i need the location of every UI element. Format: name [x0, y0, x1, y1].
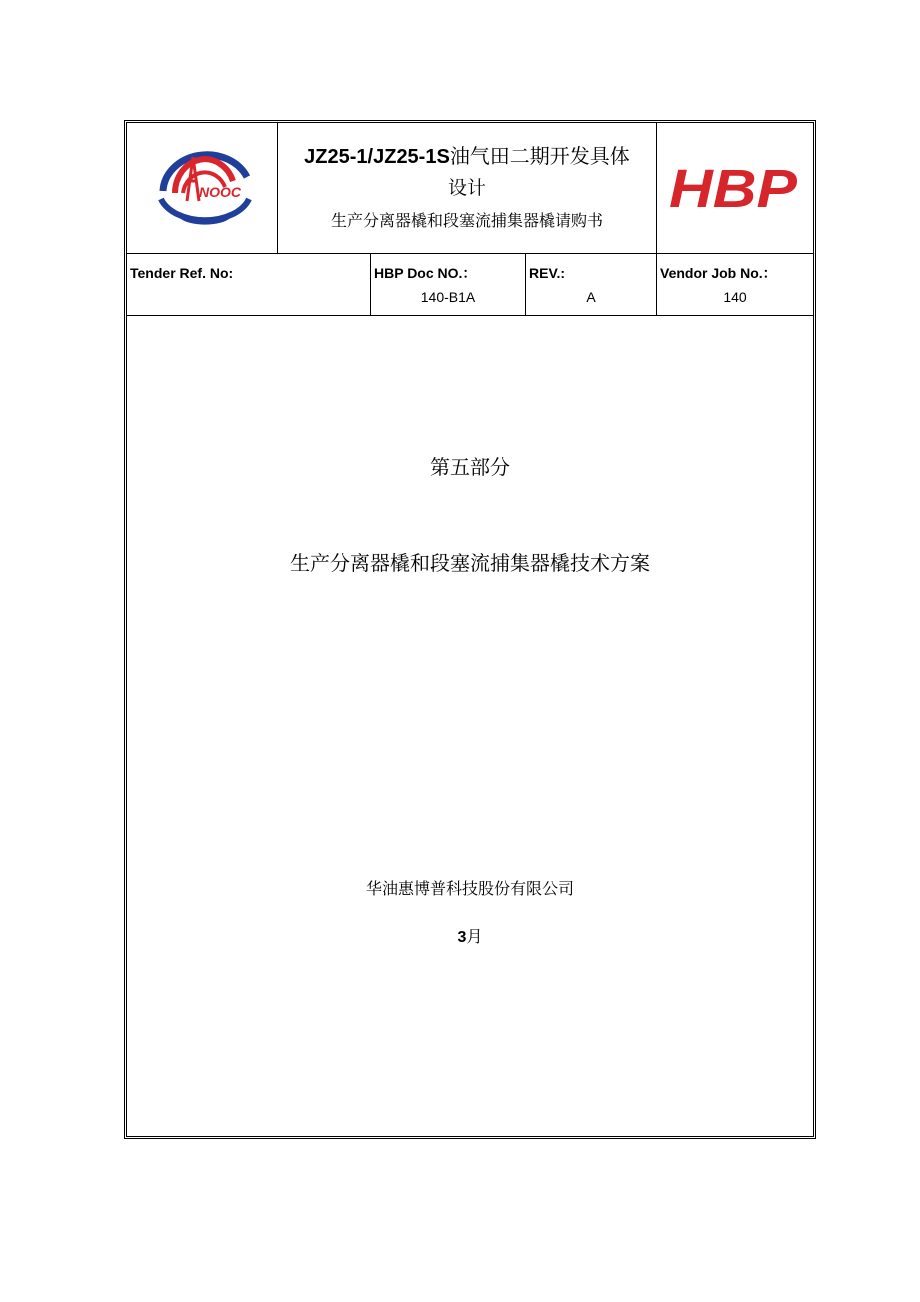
issue-date-unit: 月 — [466, 927, 483, 946]
company-name: 华油惠博普科技股份有限公司 — [365, 879, 574, 898]
info-bottom-rule — [127, 315, 813, 316]
vendor-job-label: Vendor Job No.： — [660, 265, 777, 281]
rev-label: REV.: — [529, 265, 566, 281]
rev-value: A — [586, 289, 596, 305]
hbp-logo-text: HBP — [669, 159, 799, 217]
issue-date — [127, 925, 813, 950]
vendor-job-value: 140 — [723, 289, 747, 305]
cnooc-logo-text: NOOC — [199, 184, 241, 200]
section-subtitle: 生产分离器橇和段塞流捕集器橇技术方案 — [290, 551, 650, 575]
hbp-logo — [667, 157, 803, 217]
document-subtitle: 生产分离器橇和段塞流捕集器橇请购书 — [330, 211, 603, 230]
tender-ref-label: Tender Ref. No: — [130, 265, 234, 281]
hbp-doc-label: HBP Doc NO.： — [374, 265, 477, 281]
cnooc-logo — [153, 141, 257, 229]
project-code: JZ25-1/JZ25-1S — [304, 146, 450, 168]
hbp-doc-value: 140-B1A — [420, 289, 476, 305]
project-title — [278, 142, 656, 171]
header-divider-right — [656, 123, 657, 253]
project-title-rest: 油气田二期开发具体 — [449, 144, 630, 168]
issue-date-number: 3 — [457, 929, 467, 946]
document-header-title — [278, 123, 656, 253]
section-title: 第五部分 — [430, 455, 510, 479]
cover-frame — [124, 120, 816, 1139]
header-bottom-rule — [127, 253, 813, 254]
project-title-line2: 设计 — [447, 177, 486, 199]
